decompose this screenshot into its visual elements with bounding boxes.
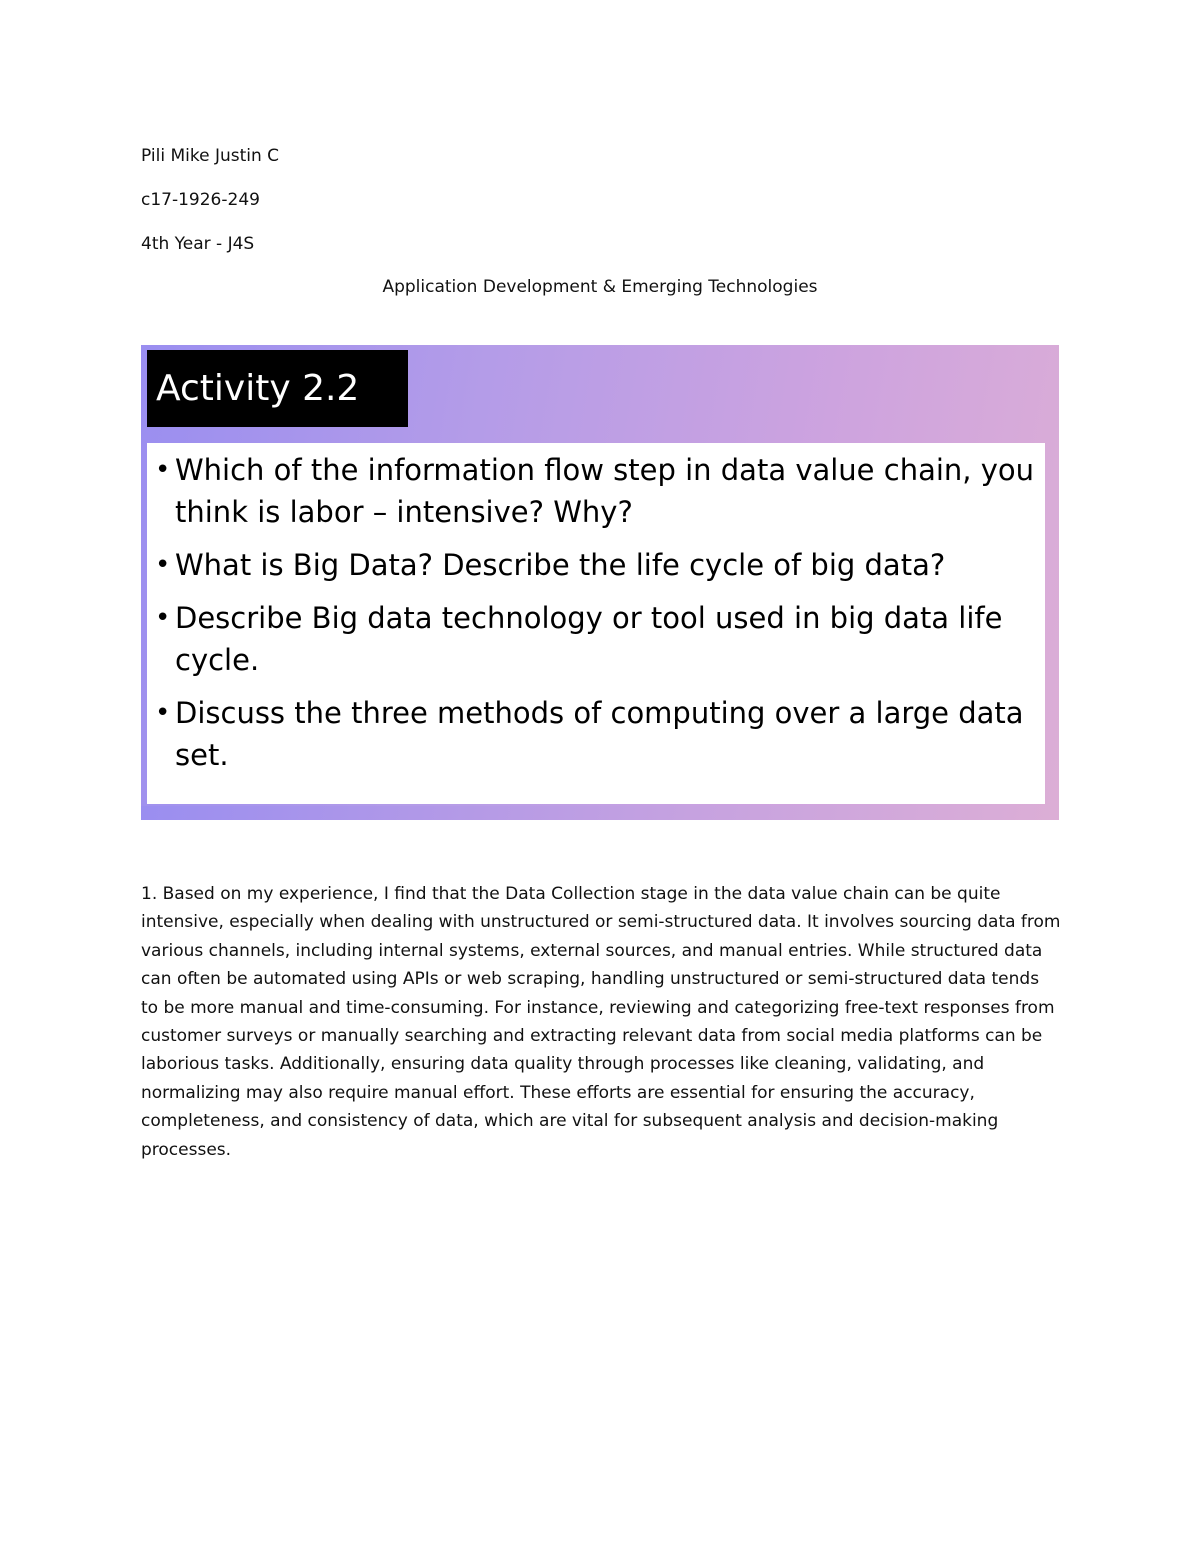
slide-title-box: [147, 350, 408, 427]
slide-bottom-strip: [141, 806, 1059, 820]
answer-paragraph: 1. Based on my experience, I find that the Data Collection stage in the data value chain can be quite intensive, especially when dealing with unstructured or semi-structured data. It involves sourcing data from various channels, including internal systems, external sources, and manual entries. While structured data can often be automated using APIs or web scraping, handling unstructured or semi-structured data tends to be more manual and time-consuming. For instance, reviewing and categorizing free-text responses from customer surveys or manually searching and extracting relevant data from social media platforms can be laborious tasks. Additionally, ensuring data quality through processes like cleaning, validating, and normalizing may also require manual effort. These efforts are essential for ensuring the accuracy, completeness, and consistency of data, which are vital for subsequent analysis and decision-making processes.: [141, 884, 1061, 1160]
bullet-icon: •: [155, 603, 171, 633]
student-name: Pili Mike Justin C: [141, 146, 280, 166]
activity-slide-image: [141, 345, 1059, 820]
question-item: [155, 449, 1037, 533]
bullet-icon: •: [155, 550, 171, 580]
slide-title: Activity 2.2: [156, 368, 360, 409]
question-text: Discuss the three methods of computing over a large data set.: [175, 696, 1024, 772]
question-item: [155, 544, 1037, 586]
question-text: Describe Big data technology or tool used in big data life cycle.: [175, 601, 1003, 677]
bullet-icon: •: [155, 698, 171, 728]
year-section: 4th Year - J4S: [141, 234, 255, 254]
student-id: c17-1926-249: [141, 190, 260, 210]
course-title: Application Development & Emerging Technologies: [382, 277, 818, 297]
question-item: [155, 692, 1037, 776]
question-text: Which of the information flow step in data value chain, you think is labor – intensive? Why?: [175, 453, 1034, 529]
slide-question-list: [147, 443, 1045, 804]
question-text: What is Big Data? Describe the life cycle of big data?: [175, 548, 946, 582]
bullet-icon: •: [155, 455, 171, 485]
question-item: [155, 597, 1037, 681]
